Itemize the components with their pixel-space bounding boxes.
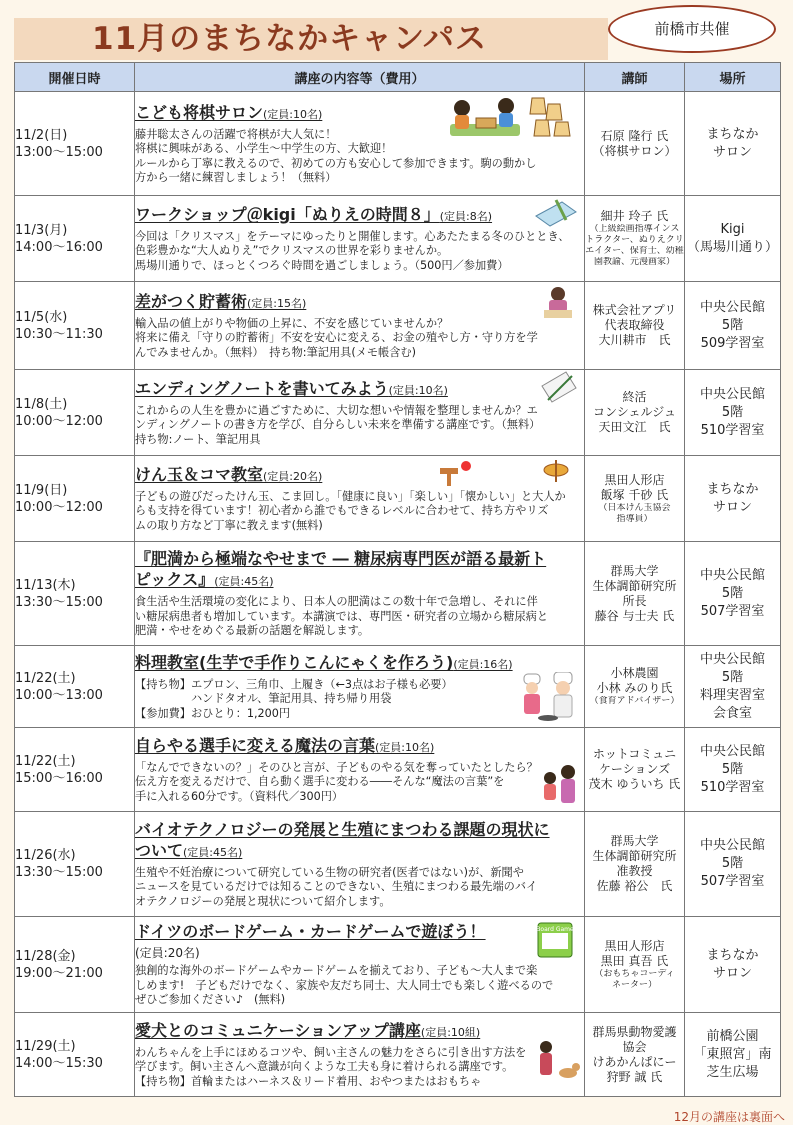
instructor-cell: 群馬大学 生体調節研究所 所長 藤谷 与士夫 氏 bbox=[585, 542, 685, 646]
content-cell bbox=[135, 542, 585, 646]
venue-cell: まちなか サロン bbox=[685, 456, 781, 542]
course-description: 子どもの遊びだったけん玉、こま回し。「健康に良い」「楽しい」「懐かしい」と大人か らも支持を得ています！初心者から誰でもできるレベルに合わせて、持ち方やリズ ムの取り方など丁寧に教えます(無料) bbox=[135, 489, 566, 532]
instructor-cell: 黒田人形店 飯塚 千砂 氏 （日本けん玉協会 指導員） bbox=[585, 456, 685, 542]
board-game-box-illustration bbox=[534, 919, 576, 961]
course-description: これからの人生を豊かに過ごすために、大切な想いや情報を整理しませんか？エ ンディングノートの書き方を学び、自分らしい未来を準備する講座です。（無料） 持ち物:ノート、筆記用具 bbox=[135, 403, 541, 446]
table-row bbox=[15, 917, 781, 1013]
table-row bbox=[15, 646, 781, 728]
instructor-cell: 黒田人形店 黒田 真吾 氏 （おもちゃコーディ ネーター） bbox=[585, 917, 685, 1013]
header-instructor: 講師 bbox=[585, 63, 685, 92]
content-cell bbox=[135, 917, 585, 1013]
venue-cell: 中央公民館 5階 510学習室 bbox=[685, 728, 781, 812]
header-date: 開催日時 bbox=[15, 63, 135, 92]
course-description: 「なんでできないの？」そのひと言が、子どものやる気を奪っていたとしたら？ 伝え方を変えるだけで、自ら動く選手に変わる――そんな“魔法の言葉”を 手に入れる60分です。（資料代／300円） bbox=[135, 760, 538, 803]
course-description: 今回は「クリスマス」をテーマにゆったりと開催します。心あたたまる冬のひととき、 色彩豊かな“大人ぬりえ”でクリスマスの世界を彩りませんか。 馬場川通りで、ほっとくつろぐ時間を過ごしましょう。（500円／参加費） bbox=[135, 229, 570, 272]
course-title: エンディングノートを書いてみよう(定員:10名) bbox=[135, 378, 448, 398]
table-row bbox=[15, 370, 781, 456]
course-description: 生殖や不妊治療について研究している生物の研究者(医者ではない)が、新聞や ニュースを見ているだけでは知ることのできない、生殖にまつわる最先端のバイ オテクノロジーの発展と現状について紹介します。 bbox=[135, 865, 538, 908]
shogi-players-illustration bbox=[448, 94, 576, 138]
course-description: わんちゃんを上手にほめるコツや、飼い主さんの魅力をさらに引き出す方法を 学びます。飼い主さんへ意識が向くような工夫も身に着けられる講座です。 【持ち物】首輪またはハーネス＆リード着用、おやつまたはおもちゃ bbox=[135, 1045, 527, 1088]
content-cell bbox=[135, 646, 585, 728]
course-title: 『肥満から極端なやせまで ― 糖尿病専門医が語る最新トピックス』(定員:45名) bbox=[135, 549, 547, 590]
date-cell: 11/29(土) 14:00～15:30 bbox=[15, 1013, 135, 1097]
course-description: 【持ち物】エプロン、三角巾、上履き（←3点はお子様も必要） ハンドタオル、筆記用具、持ち帰り用袋 【参加費】おひとり：1,200円 bbox=[135, 677, 453, 720]
date-cell: 11/9(日) 10:00～12:00 bbox=[15, 456, 135, 542]
course-title: バイオテクノロジーの発展と生殖にまつわる課題の現状について(定員:45名) bbox=[135, 819, 550, 860]
cooking-kids-illustration bbox=[518, 672, 580, 724]
table-row bbox=[15, 812, 781, 917]
content-cell bbox=[135, 812, 585, 917]
header-venue: 場所 bbox=[685, 63, 781, 92]
date: 11/2(日) bbox=[15, 127, 68, 143]
kendama-top-illustration bbox=[436, 456, 576, 488]
table-row bbox=[15, 456, 781, 542]
capacity: (定員:10名) bbox=[263, 107, 323, 121]
course-title: 自らやる選手に変える魔法の言葉(定員:10名) bbox=[135, 735, 435, 755]
instructor-cell: ホットコミュニ ケーションズ 茂木 ゆういち 氏 bbox=[585, 728, 685, 812]
venue-cell: まちなか サロン bbox=[685, 92, 781, 196]
course-title: 愛犬とのコミュニケーションアップ講座(定員:10組) bbox=[135, 1020, 481, 1040]
instructor-cell: 株式会社アプリ 代表取締役 大川耕市 氏 bbox=[585, 282, 685, 370]
board-game-box-text: Board Game bbox=[536, 926, 574, 933]
course-title: こども将棋サロン(定員:10名) bbox=[135, 102, 323, 122]
date-cell: 11/22(土) 10:00～13:00 bbox=[15, 646, 135, 728]
venue-cell: まちなか サロン bbox=[685, 917, 781, 1013]
venue-cell: 中央公民館 5階 509学習室 bbox=[685, 282, 781, 370]
venue-cell: 中央公民館 5階 507学習室 bbox=[685, 542, 781, 646]
dog-walker-illustration bbox=[536, 1039, 580, 1083]
content-cell bbox=[135, 92, 585, 196]
venue-cell: 中央公民館 5階 507学習室 bbox=[685, 812, 781, 917]
instructor-cell: 終活 コンシェルジュ 天田文江 氏 bbox=[585, 370, 685, 456]
course-title: ドイツのボードゲーム・カードゲームで遊ぼう！ bbox=[135, 922, 486, 942]
coloring-book-illustration bbox=[532, 198, 578, 228]
instructor-cell: 群馬大学 生体調節研究所 准教授 佐藤 裕公 氏 bbox=[585, 812, 685, 917]
page-title: 11月のまちなかキャンパス bbox=[92, 21, 487, 57]
venue-cell: 中央公民館 5階 料理実習室 会食室 bbox=[685, 646, 781, 728]
footer-note: 12月の講座は裏面へ bbox=[673, 1110, 785, 1124]
instructor-cell: 群馬県動物愛護 協会 けあかんぱにー 狩野 誠 氏 bbox=[585, 1013, 685, 1097]
date-cell: 11/28(金) 19:00～21:00 bbox=[15, 917, 135, 1013]
instructor-cell: 小林農園 小林 みのり氏 （食育アドバイザー） bbox=[585, 646, 685, 728]
table-row bbox=[15, 728, 781, 812]
venue-cell: 中央公民館 5階 510学習室 bbox=[685, 370, 781, 456]
table-header-row bbox=[15, 63, 781, 92]
date-cell: 11/5(水) 10:30～11:30 bbox=[15, 282, 135, 370]
course-title: ワークショップ＠kigi「ぬりえの時間８」(定員:8名) bbox=[135, 204, 493, 224]
course-description: 藤井聡太さんの活躍で将棋が大人気に！ 将棋に興味がある、小学生～中学生の方、大歓迎！ ルールから丁寧に教えるので、初めての方も安心して参加できます。駒の動かし 方から一緒に練習しましょう！（無料） bbox=[135, 127, 537, 184]
venue-cell: 前橋公園 「東照宮」南 芝生広場 bbox=[685, 1013, 781, 1097]
time: 13:00～15:00 bbox=[15, 144, 103, 160]
table-row bbox=[15, 1013, 781, 1097]
date-cell: 11/3(月) 14:00～16:00 bbox=[15, 196, 135, 282]
capacity: (定員:20名) bbox=[135, 946, 200, 961]
parent-child-illustration bbox=[540, 764, 580, 808]
course-description: 輸入品の値上がりや物価の上昇に、不安を感じていませんか？ 将来に備え「守りの貯蓄術」不安を安心に変える、お金の殖やし方・守り方を学 んでみませんか。（無料） 持ち物:筆記用具(メモ帳含む) bbox=[135, 316, 538, 359]
date-cell bbox=[15, 92, 135, 196]
content-cell bbox=[135, 282, 585, 370]
table-row bbox=[15, 282, 781, 370]
date-cell: 11/13(木) 13:30～15:00 bbox=[15, 542, 135, 646]
course-description: 独創的な海外のボードゲームやカードゲームを揃えており、子ども～大人まで楽 しめます! 子どもだけでなく、家族や友だち同士、大人同士でも楽しく遊べるので ぜひご参加ください♪ (無料) bbox=[135, 964, 554, 1007]
course-description: 食生活や生活環境の変化により、日本人の肥満はこの数十年で急増し、それに伴 い糖尿病患者も増加しています。本講演では、専門医・研究者の立場から糖尿病と 肥満・やせをめぐる最新の話題を解説します。 bbox=[135, 595, 549, 638]
course-title: けん玉＆コマ教室(定員:20名) bbox=[135, 464, 323, 484]
venue-cell: Kigi （馬場川通り） bbox=[685, 196, 781, 282]
date-cell: 11/8(土) 10:00～12:00 bbox=[15, 370, 135, 456]
course-title: 差がつく貯蓄術(定員:15名) bbox=[135, 291, 307, 311]
table-row bbox=[15, 542, 781, 646]
instructor-cell: 細井 玲子 氏 （上級絵画指導インス トラクター、ぬりえクリ エイター、保育士、幼稚 園教諭、元漫画家） bbox=[585, 196, 685, 282]
course-title: 料理教室(生芋で手作りこんにゃくを作ろう)(定員:16名) bbox=[135, 652, 513, 672]
content-cell bbox=[135, 728, 585, 812]
table-row bbox=[15, 92, 781, 196]
note-pen-illustration bbox=[538, 370, 578, 406]
content-cell bbox=[135, 370, 585, 456]
date-cell: 11/22(土) 15:00～16:00 bbox=[15, 728, 135, 812]
header-content: 講座の内容等（費用） bbox=[135, 63, 585, 92]
savings-illustration bbox=[540, 284, 576, 320]
content-cell bbox=[135, 196, 585, 282]
date-cell: 11/26(水) 13:30～15:00 bbox=[15, 812, 135, 917]
content-cell bbox=[135, 1013, 585, 1097]
schedule-table bbox=[14, 62, 781, 1097]
organizer-badge: 前橋市共催 bbox=[608, 5, 776, 53]
content-cell bbox=[135, 456, 585, 542]
table-row bbox=[15, 196, 781, 282]
instructor-cell: 石原 隆行 氏 （将棋サロン） bbox=[585, 92, 685, 196]
